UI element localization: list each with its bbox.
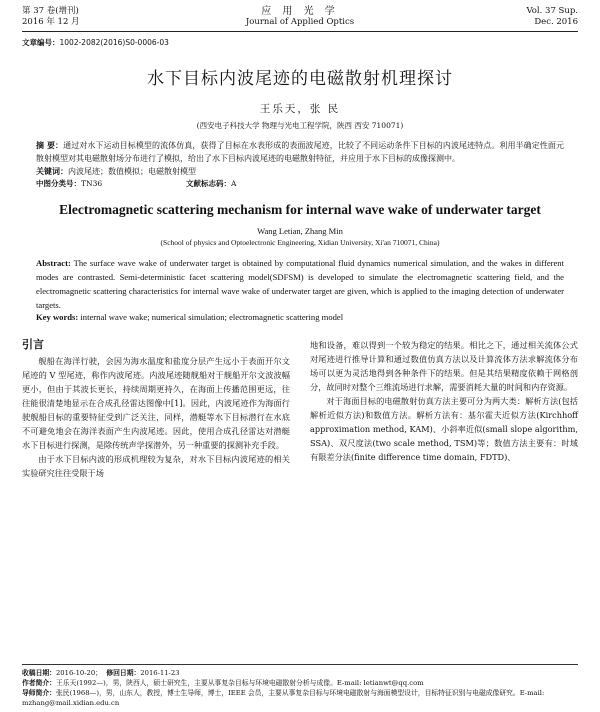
paragraph: 舰船在海洋行驶，会因为海水温度和盐度分层产生远小于表面开尔文尾迹的 V 型尾迹，称作内波尾迹。内波尾迹随舰船对于舰船开尔文波波幅更小，但由于其波长更长，持续周期更持久，在海面上传播范围更远，往往能很清楚地显示在合成孔径雷达图像中[1]。因此，内波尾迹作为海面行驶舰船目标的重要特征受到广泛关注，同样，潜艇等水下目标潜行在水底不可避免地会在海洋表面产生内波尾迹。因此，使用合成孔径雷达对潜艇水下目标进行探测，是除传统声学探潜外，另一种重要的探测补充手段。 [22, 356, 290, 450]
doc-value: A [231, 179, 237, 188]
journal-name-en: Journal of Applied Optics [245, 17, 355, 27]
affiliation-en: (School of physics and Optoelectronic Engineering, Xidian University, Xi'an 710071, China) [160, 238, 440, 247]
paragraph: 地和设备，难以得到一个较为稳定的结果。相比之下，通过相关流体公式对尾迹进行推导计算和通过数值仿真方法以及计算流体方法求解流体分布场可以更为灵活地得到各种条件下的结果。但是其结果精度依赖于网格剖分，故同时对整个三维流场进行求解，需要消耗大量的时间和内存资源。 [310, 340, 578, 392]
abstract-en-label: Abstract: [36, 258, 71, 268]
header-rule [22, 31, 578, 32]
abstract-en [36, 256, 564, 312]
mentor-bio-label: 导师简介： [22, 689, 56, 697]
clc-code [36, 178, 186, 189]
revised-value: 2016-11-23 [140, 669, 180, 677]
keywords-cn-label: 关键词： [36, 166, 68, 176]
article-number-label: 文章编号： [22, 38, 60, 47]
affiliation-cn: (西安电子科技大学 物理与光电工程学院，陕西 西安 710071) [196, 121, 404, 130]
abstract-cn-text: 通过对水下运动目标模型的流体仿真，获得了目标在水表形成的表面波尾迹，比较了不同运动条件下目标的内波尾迹特点。利用半确定性面元散射模型对其电磁散射场分布进行了模拟，给出了水下目标内波尾迹的电磁散射特征，并应用于水下目标的成像探测中。 [36, 141, 564, 163]
received-value: 2016-10-20； [55, 669, 102, 677]
footnote [22, 664, 578, 708]
section-heading-intro: 引言 [22, 338, 44, 351]
date-cn: 2016 年 12 月 [22, 17, 80, 27]
clc-label: 中图分类号： [36, 179, 81, 188]
header-left [22, 6, 152, 28]
author-bio-text: 王乐天(1992—)，男，陕西人，硕士研究生，主要从事复杂目标与环境电磁散射分析与成像。E-mail: letianwt@qq.com [55, 679, 424, 687]
body-columns [22, 338, 578, 480]
right-column [310, 338, 578, 480]
keywords-cn [36, 166, 564, 177]
running-header [22, 6, 578, 28]
authors-en: Wang Letian, Zhang Min [257, 226, 343, 236]
revised-label: 修回日期： [106, 669, 141, 677]
header-right [448, 6, 578, 28]
authors-cn: 王乐天，张 民 [259, 103, 341, 115]
doc-label: 文献标志码： [186, 179, 231, 188]
footnote-mentor [22, 688, 578, 708]
abstract-cn-label: 摘 要： [36, 140, 64, 150]
paragraph: 对于海面目标的电磁散射仿真方法主要可分为两大类：解析方法(包括解析近似方法)和数值方法。解析方法有：基尔霍夫近似方法(Kirchhoff approximation method, KAM)、小斜率近似(small slope algorithm, SSA)、双尺度法(two scale method, TSM)等；数值方法主要有：时域有限差分法(finite difference time domain, FDTD)、 [310, 396, 578, 462]
author-bio-label: 作者简介： [22, 679, 56, 687]
doc-code [186, 178, 236, 189]
keywords-en-text: internal wave wake; numerical simulation; electromagnetic scattering model [80, 312, 344, 322]
footnote-author [22, 678, 578, 688]
journal-name-cn: 应 用 光 学 [261, 6, 339, 17]
header-center [152, 6, 448, 28]
left-column [22, 338, 290, 480]
keywords-en-label: Key words: [36, 312, 79, 322]
received-label: 收稿日期： [22, 669, 56, 677]
title-cn: 水下目标内波尾迹的电磁散射机理探讨 [147, 69, 453, 89]
abstract-cn [36, 139, 564, 165]
keywords-cn-text: 内波尾迹；数值模拟；电磁散射模型 [68, 167, 196, 176]
paragraph: 由于水下目标内波的形成机理较为复杂，对水下目标内波尾迹的相关实验研究往往受限于场 [22, 454, 290, 478]
keywords-en [36, 312, 564, 322]
classification [36, 178, 564, 189]
date-en: Dec. 2016 [534, 17, 578, 27]
article-number [22, 37, 578, 48]
article-number-value: 1002-2082(2016)S0-0006-03 [59, 38, 169, 47]
volume-en: Vol. 37 Sup. [526, 6, 578, 16]
title-en: Electromagnetic scattering mechanism for internal wave wake of underwater target [59, 202, 541, 217]
footnote-dates [22, 668, 578, 678]
volume-cn: 第 37 卷(增刊) [22, 6, 79, 16]
abstract-en-text: The surface wave wake of underwater target is obtained by computational fluid dynamics numerical simulation, and the wakes in different modes are contrasted. Semi-deterministic facet scattering model(SDFSM) is developed to simulate the electromagnetic scattering field, and the electromagnetic scattering characteristics for internal wave wake of underwater target are given, which is applied to the imaging detection of underwater targets. [36, 258, 564, 310]
mentor-bio-text: 张民(1968—)，男，山东人，教授，博士生导师，博士，IEEE 会员，主要从事复杂目标与环境电磁散射与海面模型设计，目标特征识别与电磁成像研究。E-mail: mzhang@mail.xidian.edu.cn [22, 689, 545, 707]
clc-value: TN36 [81, 179, 103, 188]
